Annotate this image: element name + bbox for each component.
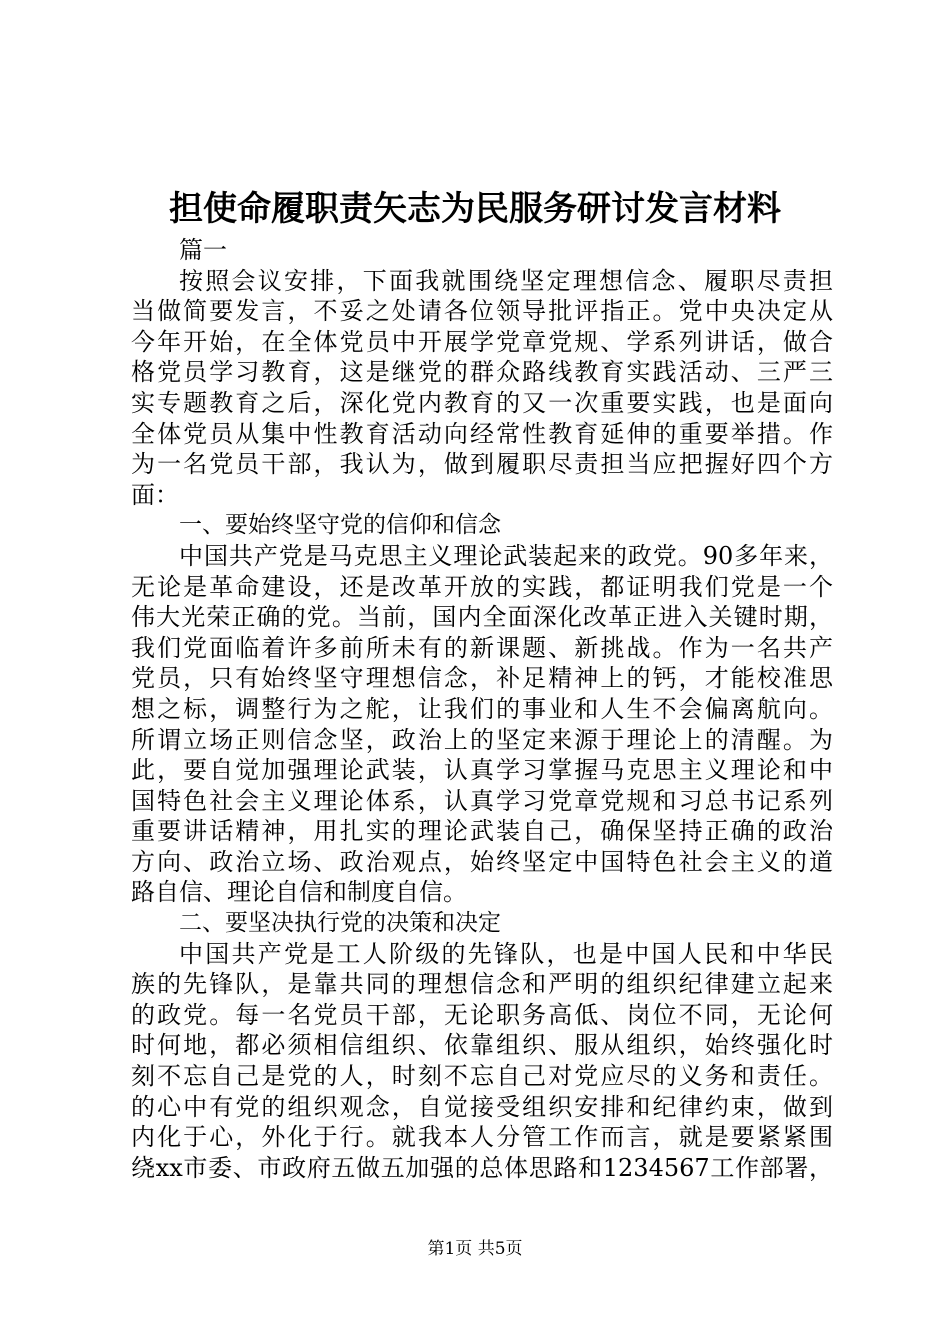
text-line: 此，要自觉加强理论武装，认真学习掌握马克思主义理论和中 [131,756,833,785]
text-line: 刻不忘自己是党的人，时刻不忘自己对党应尽的义务和责任。 [131,1062,833,1091]
text-line: 路自信、理论自信和制度自信。 [131,878,467,907]
text-line: 重要讲话精神，用扎实的理论武装自己，确保坚持正确的政治 [131,817,833,846]
text-line: 无论是革命建设，还是改革开放的实践，都证明我们党是一个 [131,572,833,601]
text-line: 的心中有党的组织观念，自觉接受组织安排和纪律约束，做到 [131,1092,833,1121]
paragraph-lines [131,266,833,1184]
text-line: 我们党面临着许多前所未有的新课题、新挑战。作为一名共产 [131,633,833,662]
text-line: 时何地，都必须相信组织、依靠组织、服从组织，始终强化时 [131,1031,833,1060]
section-label: 篇一 [179,236,227,264]
text-line: 方向、政治立场、政治观点，始终坚定中国特色社会主义的道 [131,847,833,876]
text-line: 今年开始，在全体党员中开展学党章党规、学系列讲话，做合 [131,327,833,356]
document-title: 担使命履职责矢志为民服务研讨发言材料 [169,189,781,229]
text-line: 实专题教育之后，深化党内教育的又一次重要实践，也是面向 [131,388,833,417]
text-line: 党员，只有始终坚守理想信念，补足精神上的钙，才能校准思 [131,664,833,693]
text-line: 的政党。每一名党员干部，无论职务高低、岗位不同，无论何 [131,1000,833,1029]
text-line: 族的先锋队，是靠共同的理想信念和严明的组织纪律建立起来 [131,970,833,999]
text-line: 绕xx市委、市政府五做五加强的总体思路和1234567工作部署， [131,1153,833,1182]
text-line: 面： [131,480,179,509]
text-line: 当做简要发言，不妥之处请各位领导批评指正。党中央决定从 [131,297,833,326]
text-line: 中国共产党是工人阶级的先锋队，也是中国人民和中华民 [179,939,833,968]
text-line: 格党员学习教育，这是继党的群众路线教育实践活动、三严三 [131,358,833,387]
text-line: 内化于心，外化于行。就我本人分管工作而言，就是要紧紧围 [131,1123,833,1152]
text-line: 全体党员从集中性教育活动向经常性教育延伸的重要举措。作 [131,419,833,448]
section-heading: 一、要始终坚守党的信仰和信念 [179,512,501,539]
section-heading: 二、要坚决执行党的决策和决定 [179,910,501,937]
document-body [131,235,833,1183]
text-line: 想之标，调整行为之舵，让我们的事业和人生不会偏离航向。 [131,694,833,723]
text-line: 按照会议安排，下面我就围绕坚定理想信念、履职尽责担 [179,266,833,295]
text-line: 中国共产党是马克思主义理论武装起来的政党。90多年来， [179,541,833,570]
text-line: 国特色社会主义理论体系，认真学习党章党规和习总书记系列 [131,786,833,815]
page-footer: 第1页 共5页 [427,1239,523,1259]
text-line: 所谓立场正则信念坚，政治上的坚定来源于理论上的清醒。为 [131,725,833,754]
text-line: 伟大光荣正确的党。当前，国内全面深化改革正进入关键时期， [131,603,833,632]
text-line: 为一名党员干部，我认为，做到履职尽责担当应把握好四个方 [131,450,833,479]
